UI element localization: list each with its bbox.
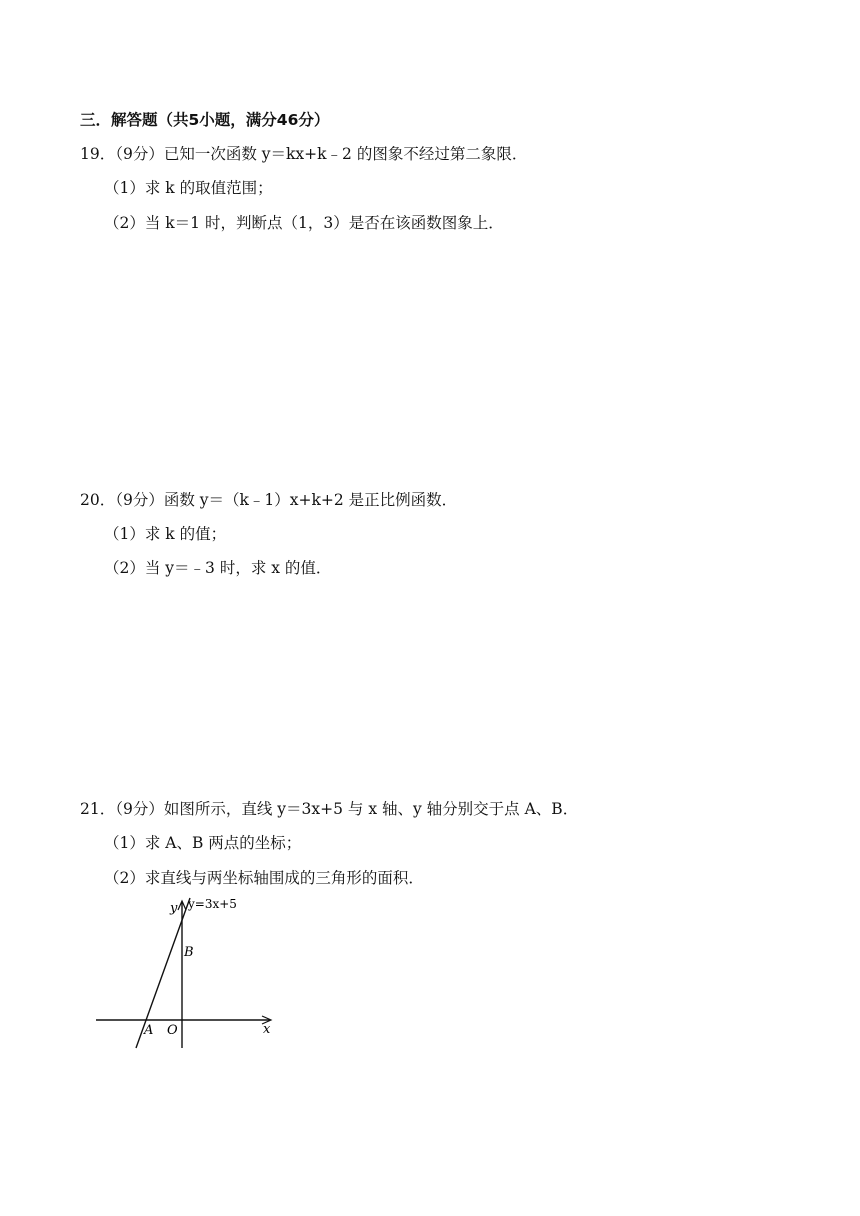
x-axis-label: x [263, 1022, 271, 1037]
question-19-part-2: （2）当 k＝1 时，判断点（1，3）是否在该函数图象上． [104, 214, 504, 232]
question-19-part-1: （1）求 k 的取值范围； [104, 179, 273, 197]
question-21-part-1: （1）求 A、B 两点的坐标； [104, 834, 302, 852]
section-heading: 三．解答题（共5小题，满分46分） [80, 111, 330, 129]
question-21-part-2: （2）求直线与两坐标轴围成的三角形的面积． [104, 869, 424, 887]
question-19-stem: 19．（9分）已知一次函数 y＝kx+k﹣2 的图象不经过第二象限． [80, 145, 528, 163]
y-axis-label: y [170, 901, 178, 916]
origin-label: O [167, 1023, 178, 1038]
point-a-label: A [144, 1023, 154, 1038]
coordinate-figure-svg [90, 892, 290, 1054]
point-b-label: B [184, 945, 194, 960]
line-label: y=3x+5 [188, 897, 237, 911]
question-20-stem: 20．（9分）函数 y＝（k﹣1）x+k+2 是正比例函数． [80, 491, 458, 509]
question-20-part-2: （2）当 y＝﹣3 时，求 x 的值． [104, 559, 332, 577]
question-20-part-1: （1）求 k 的值； [104, 525, 227, 543]
question-21-stem: 21．（9分）如图所示，直线 y＝3x+5 与 x 轴、y 轴分别交于点 A、B． [80, 800, 579, 818]
coordinate-figure [90, 892, 290, 1054]
